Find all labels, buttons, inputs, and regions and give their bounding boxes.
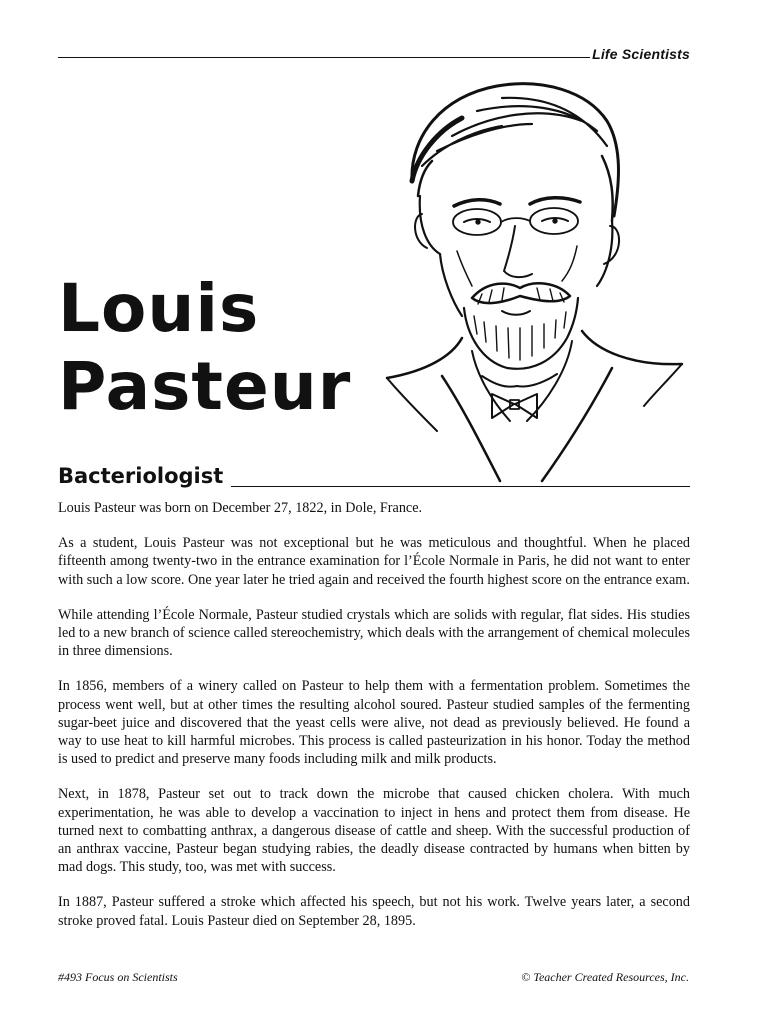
footer-book-title: #493 Focus on Scientists bbox=[58, 970, 178, 984]
paragraph: In 1887, Pasteur suffered a stroke which affected his speech, but not his work. Twelve years later, a second stroke proved fatal. Louis Pasteur died on September 28, 1895. bbox=[58, 894, 690, 929]
page-title bbox=[58, 270, 351, 426]
portrait-illustration bbox=[382, 76, 692, 486]
paragraph: Next, in 1878, Pasteur set out to track down the microbe that caused chicken cholera. With much experimentation, he was able to develop a vaccination to inject in hens and protect them from disease. He turned next to combatting anthrax, a dangerous disease of cattle and sheep. With the successful production of an anthrax vaccine, Pasteur began studying rabies, the deadly disease contracted by humans when bitten by mad dogs. This study, too, was met with success. bbox=[58, 786, 690, 876]
section-label: Life Scientists bbox=[592, 46, 690, 62]
footer-copyright: © Teacher Created Resources, Inc. bbox=[521, 970, 689, 984]
paragraph: Louis Pasteur was born on December 27, 1822, in Dole, France. bbox=[58, 500, 423, 516]
biography-text bbox=[58, 499, 690, 947]
paragraph: In 1856, members of a winery called on Pasteur to help them with a fermentation problem. Sometimes the process went well, but at other times the resulting alcohol soured. Pasteur studied samples of the fermenting sugar-beet juice and discovered that the yeast cells were alive, not dead as previously believed. He found a way to use heat to kill harmful microbes. This process is called pasteurization in his honor. Today the method is used to predict and preserve many foods including milk and milk products. bbox=[58, 678, 690, 768]
occupation-subtitle: Bacteriologist bbox=[58, 464, 224, 488]
page-header bbox=[58, 40, 690, 62]
subtitle-rule bbox=[231, 486, 690, 487]
title-line-first: Louis bbox=[58, 270, 260, 347]
paragraph: As a student, Louis Pasteur was not exceptional but he was meticulous and thoughtful. When he placed fifteenth among twenty-two in the entrance examination for l’École Normale in Paris, he did not want to enter with such a low score. One year later he tried again and received the fourth highest score on the entrance exam. bbox=[58, 535, 690, 588]
title-line-last: Pasteur bbox=[58, 348, 352, 425]
subtitle-row bbox=[58, 458, 690, 490]
paragraph: While attending l’École Normale, Pasteur studied crystals which are solids with regular, flat sides. His studies led to a new branch of science called stereochemistry, which deals with the arrangement of chemical molecules in three dimensions. bbox=[58, 606, 690, 660]
header-rule bbox=[58, 57, 590, 58]
